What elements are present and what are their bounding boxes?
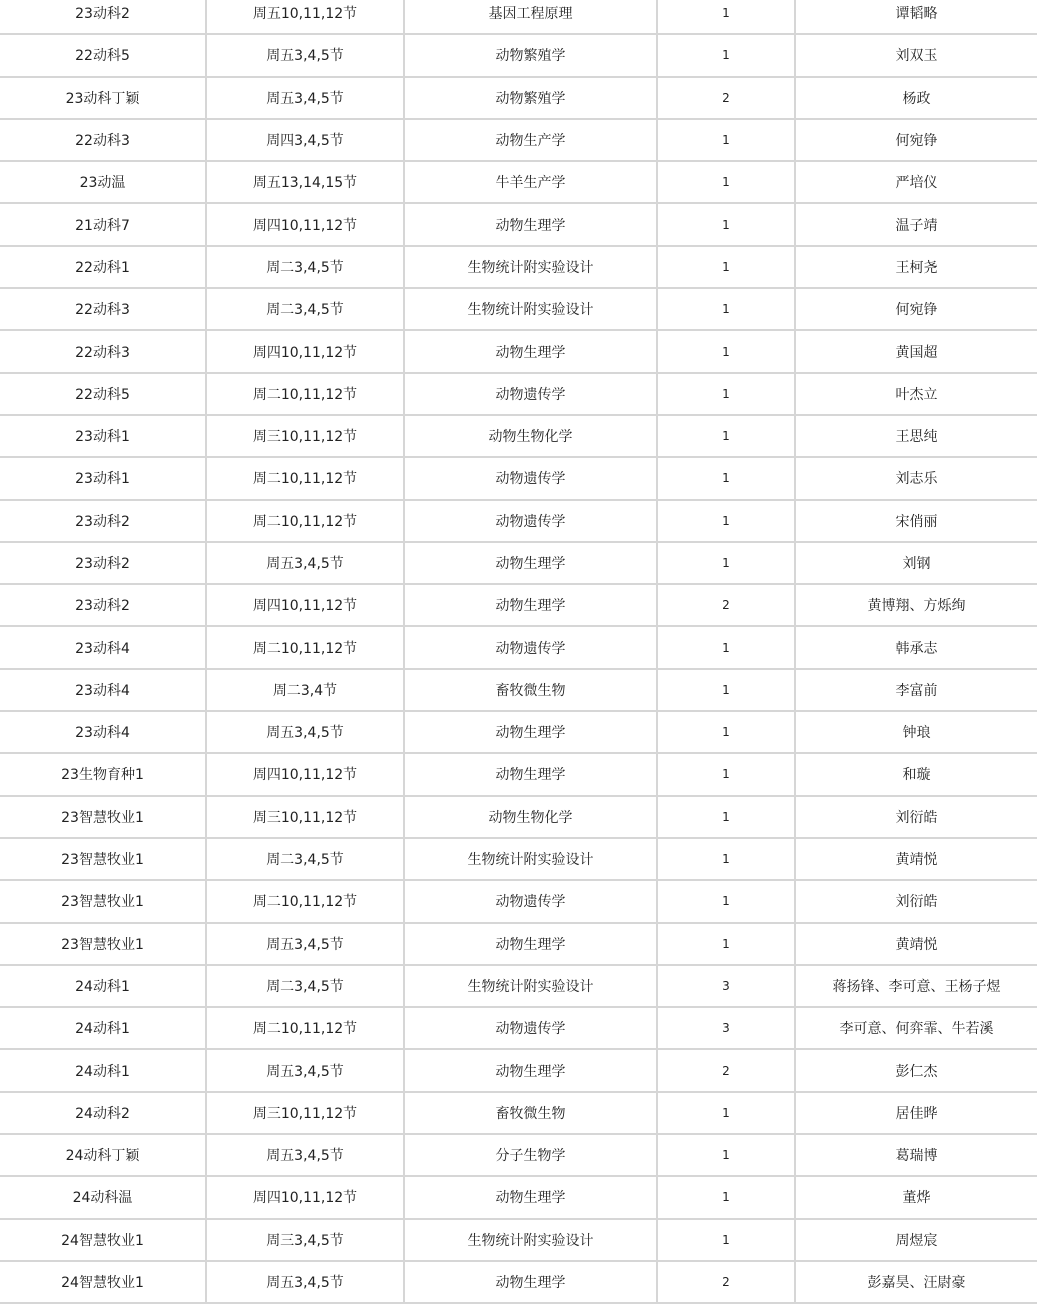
time-cell: 周三10,11,12节: [206, 796, 404, 838]
time-cell: 周二3,4,5节: [206, 838, 404, 880]
count-cell: 3: [657, 965, 795, 1007]
count-cell: 1: [657, 626, 795, 668]
count-cell: 3: [657, 1007, 795, 1049]
name-cell: 董烨: [795, 1176, 1037, 1218]
time-cell: 周二3,4节: [206, 669, 404, 711]
course-cell: 牛羊生产学: [404, 161, 657, 203]
name-cell: 刘钢: [795, 542, 1037, 584]
count-cell: 1: [657, 34, 795, 76]
name-cell: 王柯尧: [795, 246, 1037, 288]
class-cell: 22动科3: [0, 288, 206, 330]
course-cell: 动物遗传学: [404, 1007, 657, 1049]
table-row: [0, 0, 1037, 34]
count-cell: 2: [657, 1049, 795, 1091]
course-cell: 动物生产学: [404, 119, 657, 161]
count-cell: 1: [657, 753, 795, 795]
table-row: [0, 288, 1037, 330]
count-cell: 1: [657, 542, 795, 584]
course-cell: 畜牧微生物: [404, 1092, 657, 1134]
count-cell: 1: [657, 415, 795, 457]
count-cell: 2: [657, 77, 795, 119]
name-cell: 王思纯: [795, 415, 1037, 457]
class-cell: 24动科1: [0, 1007, 206, 1049]
name-cell: 彭嘉昊、汪尉豪: [795, 1261, 1037, 1303]
time-cell: 周五3,4,5节: [206, 923, 404, 965]
table-row: [0, 330, 1037, 372]
class-cell: 22动科3: [0, 330, 206, 372]
count-cell: 1: [657, 0, 795, 34]
time-cell: 周五3,4,5节: [206, 1134, 404, 1176]
time-cell: 周五3,4,5节: [206, 1049, 404, 1091]
table-row: [0, 77, 1037, 119]
count-cell: 1: [657, 457, 795, 499]
table-row: [0, 584, 1037, 626]
count-cell: 1: [657, 373, 795, 415]
class-cell: 22动科1: [0, 246, 206, 288]
count-cell: 1: [657, 288, 795, 330]
class-cell: 23动科2: [0, 584, 206, 626]
table-row: [0, 373, 1037, 415]
table-row: [0, 246, 1037, 288]
time-cell: 周二10,11,12节: [206, 373, 404, 415]
count-cell: 1: [657, 880, 795, 922]
count-cell: 1: [657, 119, 795, 161]
count-cell: 1: [657, 1092, 795, 1134]
count-cell: 1: [657, 923, 795, 965]
table-row: [0, 542, 1037, 584]
class-cell: 24动科1: [0, 1049, 206, 1091]
time-cell: 周二3,4,5节: [206, 246, 404, 288]
time-cell: 周二10,11,12节: [206, 457, 404, 499]
class-cell: 23动科2: [0, 500, 206, 542]
time-cell: 周三10,11,12节: [206, 415, 404, 457]
name-cell: 黄靖悦: [795, 838, 1037, 880]
class-cell: 23动科2: [0, 542, 206, 584]
class-cell: 24动科丁颖: [0, 1134, 206, 1176]
course-cell: 动物生理学: [404, 203, 657, 245]
course-cell: 动物遗传学: [404, 373, 657, 415]
course-cell: 生物统计附实验设计: [404, 288, 657, 330]
class-cell: 24智慧牧业1: [0, 1219, 206, 1261]
name-cell: 韩承志: [795, 626, 1037, 668]
name-cell: 彭仁杰: [795, 1049, 1037, 1091]
table-row: [0, 1092, 1037, 1134]
time-cell: 周五3,4,5节: [206, 711, 404, 753]
class-cell: 23智慧牧业1: [0, 796, 206, 838]
count-cell: 2: [657, 1261, 795, 1303]
course-cell: 动物生理学: [404, 542, 657, 584]
course-cell: 生物统计附实验设计: [404, 965, 657, 1007]
table-row: [0, 119, 1037, 161]
table-row: [0, 203, 1037, 245]
class-cell: 23智慧牧业1: [0, 880, 206, 922]
time-cell: 周四10,11,12节: [206, 203, 404, 245]
course-cell: 动物生理学: [404, 1049, 657, 1091]
name-cell: 谭韬略: [795, 0, 1037, 34]
class-cell: 23动科4: [0, 711, 206, 753]
class-cell: 21动科7: [0, 203, 206, 245]
time-cell: 周五3,4,5节: [206, 34, 404, 76]
table-row: [0, 838, 1037, 880]
time-cell: 周三10,11,12节: [206, 1092, 404, 1134]
count-cell: 1: [657, 1176, 795, 1218]
table-row: [0, 626, 1037, 668]
table-row: [0, 669, 1037, 711]
table-row: [0, 415, 1037, 457]
class-cell: 23动科丁颖: [0, 77, 206, 119]
class-cell: 22动科3: [0, 119, 206, 161]
name-cell: 何宛铮: [795, 119, 1037, 161]
class-cell: 23动温: [0, 161, 206, 203]
name-cell: 严培仪: [795, 161, 1037, 203]
table-row: [0, 457, 1037, 499]
class-cell: 23动科4: [0, 626, 206, 668]
count-cell: 1: [657, 161, 795, 203]
time-cell: 周二10,11,12节: [206, 500, 404, 542]
time-cell: 周五3,4,5节: [206, 542, 404, 584]
name-cell: 温子靖: [795, 203, 1037, 245]
name-cell: 叶杰立: [795, 373, 1037, 415]
name-cell: 何宛铮: [795, 288, 1037, 330]
name-cell: 黄靖悦: [795, 923, 1037, 965]
time-cell: 周二10,11,12节: [206, 880, 404, 922]
name-cell: 黄博翔、方烁绚: [795, 584, 1037, 626]
name-cell: 宋俏丽: [795, 500, 1037, 542]
count-cell: 1: [657, 203, 795, 245]
class-cell: 23动科1: [0, 457, 206, 499]
class-cell: 22动科5: [0, 373, 206, 415]
count-cell: 1: [657, 711, 795, 753]
course-cell: 生物统计附实验设计: [404, 838, 657, 880]
table-row: [0, 1176, 1037, 1218]
time-cell: 周四10,11,12节: [206, 330, 404, 372]
count-cell: 1: [657, 1134, 795, 1176]
course-cell: 基因工程原理: [404, 0, 657, 34]
name-cell: 刘衍皓: [795, 880, 1037, 922]
class-cell: 24智慧牧业1: [0, 1261, 206, 1303]
name-cell: 居佳晔: [795, 1092, 1037, 1134]
count-cell: 1: [657, 246, 795, 288]
count-cell: 1: [657, 669, 795, 711]
time-cell: 周三3,4,5节: [206, 1219, 404, 1261]
name-cell: 杨政: [795, 77, 1037, 119]
class-cell: 23智慧牧业1: [0, 923, 206, 965]
class-cell: 22动科5: [0, 34, 206, 76]
table-row: [0, 711, 1037, 753]
time-cell: 周四10,11,12节: [206, 584, 404, 626]
course-cell: 动物遗传学: [404, 880, 657, 922]
class-cell: 23动科4: [0, 669, 206, 711]
class-cell: 24动科2: [0, 1092, 206, 1134]
name-cell: 李可意、何弈霏、牛若溪: [795, 1007, 1037, 1049]
course-cell: 动物生物化学: [404, 796, 657, 838]
table-row: [0, 1049, 1037, 1091]
name-cell: 刘双玉: [795, 34, 1037, 76]
course-cell: 畜牧微生物: [404, 669, 657, 711]
course-cell: 生物统计附实验设计: [404, 246, 657, 288]
time-cell: 周二10,11,12节: [206, 626, 404, 668]
name-cell: 钟琅: [795, 711, 1037, 753]
time-cell: 周五3,4,5节: [206, 1261, 404, 1303]
time-cell: 周五3,4,5节: [206, 77, 404, 119]
course-cell: 生物统计附实验设计: [404, 1219, 657, 1261]
time-cell: 周二3,4,5节: [206, 288, 404, 330]
course-cell: 动物生理学: [404, 1261, 657, 1303]
table-row: [0, 500, 1037, 542]
name-cell: 葛瑞博: [795, 1134, 1037, 1176]
count-cell: 2: [657, 584, 795, 626]
class-cell: 23动科2: [0, 0, 206, 34]
table-row: [0, 1007, 1037, 1049]
table-row: [0, 880, 1037, 922]
course-cell: 动物遗传学: [404, 500, 657, 542]
table-row: [0, 161, 1037, 203]
table-row: [0, 34, 1037, 76]
course-cell: 动物遗传学: [404, 457, 657, 499]
course-cell: 动物生物化学: [404, 415, 657, 457]
class-cell: 23动科1: [0, 415, 206, 457]
course-cell: 动物生理学: [404, 584, 657, 626]
course-cell: 动物遗传学: [404, 626, 657, 668]
table-row: [0, 1134, 1037, 1176]
time-cell: 周五10,11,12节: [206, 0, 404, 34]
name-cell: 刘志乐: [795, 457, 1037, 499]
name-cell: 和璇: [795, 753, 1037, 795]
class-cell: 24动科1: [0, 965, 206, 1007]
time-cell: 周二10,11,12节: [206, 1007, 404, 1049]
time-cell: 周五13,14,15节: [206, 161, 404, 203]
class-cell: 24动科温: [0, 1176, 206, 1218]
count-cell: 1: [657, 838, 795, 880]
table-row: [0, 753, 1037, 795]
name-cell: 李富前: [795, 669, 1037, 711]
count-cell: 1: [657, 796, 795, 838]
time-cell: 周四10,11,12节: [206, 753, 404, 795]
time-cell: 周二3,4,5节: [206, 965, 404, 1007]
table-row: [0, 1219, 1037, 1261]
count-cell: 1: [657, 330, 795, 372]
course-cell: 分子生物学: [404, 1134, 657, 1176]
class-cell: 23智慧牧业1: [0, 838, 206, 880]
table-row: [0, 965, 1037, 1007]
table-row: [0, 796, 1037, 838]
course-cell: 动物生理学: [404, 330, 657, 372]
course-cell: 动物生理学: [404, 753, 657, 795]
count-cell: 1: [657, 500, 795, 542]
count-cell: 1: [657, 1219, 795, 1261]
table-row: [0, 1261, 1037, 1303]
name-cell: 黄国超: [795, 330, 1037, 372]
name-cell: 刘衍皓: [795, 796, 1037, 838]
time-cell: 周四10,11,12节: [206, 1176, 404, 1218]
table-row: [0, 923, 1037, 965]
class-cell: 23生物育种1: [0, 753, 206, 795]
time-cell: 周四3,4,5节: [206, 119, 404, 161]
course-cell: 动物生理学: [404, 923, 657, 965]
course-cell: 动物繁殖学: [404, 34, 657, 76]
course-cell: 动物生理学: [404, 711, 657, 753]
course-cell: 动物生理学: [404, 1176, 657, 1218]
name-cell: 周煜宸: [795, 1219, 1037, 1261]
name-cell: 蒋扬锋、李可意、王杨子煜: [795, 965, 1037, 1007]
course-cell: 动物繁殖学: [404, 77, 657, 119]
